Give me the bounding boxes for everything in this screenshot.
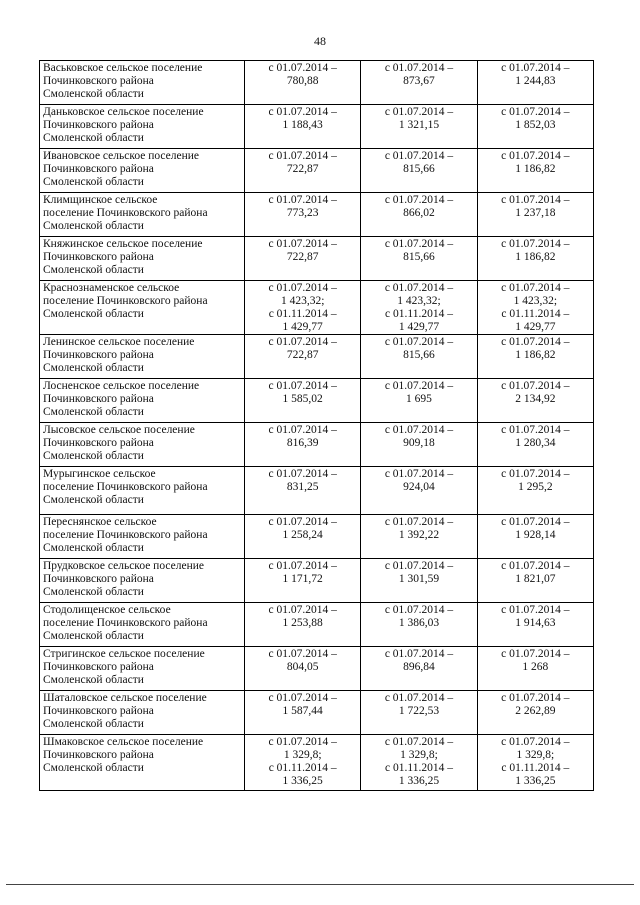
tariff-value-line: 722,87 (286, 163, 319, 175)
settlement-name-cell (40, 559, 245, 603)
tariff-value-line: 816,39 (286, 437, 319, 449)
tariff-cell (361, 515, 477, 559)
tariff-value-line: с 01.07.2014 – (501, 238, 570, 250)
tariff-cell (477, 237, 593, 281)
tariff-cell (477, 515, 593, 559)
settlement-name-cell (40, 691, 245, 735)
tariff-value-line: 1 928,14 (515, 529, 556, 541)
tariff-value-line: с 01.07.2014 – (268, 604, 337, 616)
tariff-value-line: 1 722,53 (398, 705, 440, 717)
table-row (40, 735, 594, 791)
tariff-value-line: 1 336,25 (398, 775, 440, 787)
settlement-name-line: поселение Починковского района (43, 617, 208, 629)
tariff-value-line: с 01.07.2014 – (501, 516, 570, 528)
tariff-cell (477, 647, 593, 691)
tariff-cell (477, 423, 593, 467)
tariff-value-line: 1 329,8; (283, 749, 322, 761)
tariff-cell (361, 193, 477, 237)
tariff-value-line: с 01.07.2014 – (268, 424, 337, 436)
tariff-cell (361, 61, 477, 105)
tariff-value-line: с 01.07.2014 – (268, 380, 337, 392)
tariff-value-line: 1 295,2 (518, 481, 553, 493)
tariff-cell (361, 105, 477, 149)
tariff-cell (245, 281, 361, 335)
tariff-value-line: с 01.11.2014 – (268, 308, 337, 320)
settlement-name-cell (40, 281, 245, 335)
settlement-name-line: Починковского района (43, 75, 154, 87)
settlement-name-cell (40, 735, 245, 791)
settlement-name-line: Починковского района (43, 119, 154, 131)
tariff-value-line: с 01.07.2014 – (384, 604, 454, 616)
tariff-value-line: с 01.07.2014 – (268, 516, 337, 528)
tariff-value-line: 1 280,34 (515, 437, 556, 449)
settlement-name-line: Переснянское сельское (43, 516, 157, 528)
table-row (40, 379, 594, 423)
tariff-cell (477, 379, 593, 423)
settlement-name-cell (40, 149, 245, 193)
settlement-name-cell (40, 335, 245, 379)
tariff-cell (361, 281, 477, 335)
tariff-value-line: с 01.07.2014 – (268, 238, 337, 250)
tariff-value-line: с 01.07.2014 – (268, 468, 337, 480)
tariff-value-line: с 01.07.2014 – (501, 604, 570, 616)
table-row (40, 467, 594, 515)
tariff-value-line: с 01.07.2014 – (384, 648, 454, 660)
tariff-value-line: 1 821,07 (515, 573, 556, 585)
tariff-cell (361, 423, 477, 467)
settlement-name-line: Смоленской области (43, 494, 144, 506)
tariff-value-line: с 01.07.2014 – (501, 692, 570, 704)
tariff-value-line: 815,66 (403, 163, 435, 175)
tariff-value-line: с 01.07.2014 – (501, 468, 570, 480)
tariff-value-line: с 01.07.2014 – (384, 516, 454, 528)
tariff-value-line: 1 429,77 (515, 321, 556, 333)
settlement-name-line: Ивановское сельское поселение (43, 150, 200, 162)
settlement-name-line: Починковского района (43, 749, 154, 761)
settlement-name-line: Починковского района (43, 163, 154, 175)
tariff-value-line: с 01.07.2014 – (268, 692, 337, 704)
tariff-cell (477, 691, 593, 735)
settlement-name-line: Смоленской области (43, 542, 144, 554)
tariff-value-line: 1 423,32; (513, 295, 558, 307)
table-row (40, 105, 594, 149)
tariff-value-line: 722,87 (286, 349, 319, 361)
settlement-name-line: Смоленской области (43, 264, 144, 276)
tariff-value-line: с 01.07.2014 – (501, 106, 570, 118)
tariff-value-line: 1 244,83 (515, 75, 556, 87)
settlement-name-line: поселение Починковского района (43, 295, 208, 307)
tariff-value-line: 815,66 (403, 251, 435, 263)
tariff-value-line: 1 188,43 (282, 119, 323, 131)
table-row (40, 691, 594, 735)
tariff-value-line: с 01.07.2014 – (268, 648, 337, 660)
tariff-cell (477, 149, 593, 193)
tariff-value-line: с 01.07.2014 – (501, 282, 570, 294)
settlement-name-line: поселение Починковского района (43, 207, 208, 219)
settlement-name-line: Княжинское сельское поселение (43, 238, 203, 250)
tariff-value-line: 1 186,82 (515, 251, 556, 263)
tariff-value-line: 1 253,88 (282, 617, 323, 629)
tariff-value-line: 815,66 (403, 349, 435, 361)
tariff-cell (477, 105, 593, 149)
tariff-value-line: с 01.07.2014 – (384, 560, 454, 572)
tariff-value-line: с 01.07.2014 – (384, 238, 454, 250)
tariff-value-line: с 01.07.2014 – (268, 62, 337, 74)
tariff-value-line: 773,23 (286, 207, 319, 219)
settlement-name-cell (40, 105, 245, 149)
tariff-cell (361, 559, 477, 603)
tariff-value-line: с 01.11.2014 – (501, 762, 570, 774)
tariff-cell (361, 149, 477, 193)
tariff-value-line: с 01.07.2014 – (384, 106, 454, 118)
tariff-value-line: с 01.07.2014 – (268, 560, 337, 572)
settlement-name-line: Смоленской области (43, 132, 144, 144)
tariff-value-line: 1 329,8; (400, 749, 438, 761)
tariff-cell (477, 603, 593, 647)
tariff-value-line: с 01.07.2014 – (501, 736, 570, 748)
tariff-cell (245, 691, 361, 735)
tariff-value-line: 1 423,32; (397, 295, 441, 307)
tariff-value-line: с 01.07.2014 – (501, 336, 570, 348)
settlement-name-line: Починковского района (43, 661, 154, 673)
settlement-name-line: Васьковское сельское поселение (43, 62, 203, 74)
tariff-value-line: с 01.07.2014 – (501, 648, 570, 660)
tariff-value-line: с 01.07.2014 – (384, 468, 454, 480)
tariff-value-line: 1 423,32; (280, 295, 325, 307)
tariff-value-line: с 01.07.2014 – (384, 282, 454, 294)
tariff-value-line: 1 336,25 (515, 775, 556, 787)
tariff-value-line: 804,05 (286, 661, 319, 673)
tariff-value-line: с 01.07.2014 – (384, 692, 454, 704)
tariff-value-line: с 01.11.2014 – (385, 762, 453, 774)
tariff-value-line: с 01.07.2014 – (384, 150, 454, 162)
tariff-value-line: 1 258,24 (282, 529, 323, 541)
settlement-name-line: Смоленской области (43, 630, 144, 642)
tariff-value-line: 909,18 (403, 437, 435, 449)
settlement-name-line: Смоленской области (43, 406, 144, 418)
tariff-value-line: 1 585,02 (282, 393, 323, 405)
settlement-name-line: Лысовское сельское поселение (43, 424, 195, 436)
tariff-cell (245, 467, 361, 515)
settlement-name-line: Даньковское сельское поселение (43, 106, 204, 118)
tariff-cell (245, 559, 361, 603)
settlement-name-line: Смоленской области (43, 450, 144, 462)
tariff-value-line: 1 186,82 (515, 349, 556, 361)
table-row (40, 603, 594, 647)
settlement-name-line: Смоленской области (43, 220, 144, 232)
tariff-value-line: 1 392,22 (398, 529, 440, 541)
tariff-value-line: 1 587,44 (282, 705, 323, 717)
settlement-name-line: Мурыгинское сельское (43, 468, 156, 480)
tariff-value-line: 1 914,63 (515, 617, 556, 629)
tariff-value-line: 873,67 (403, 75, 435, 87)
settlement-name-line: Смоленской области (43, 718, 144, 730)
settlement-name-line: Смоленской области (43, 674, 144, 686)
tariff-value-line: 831,25 (286, 481, 319, 493)
tariff-value-line: с 01.07.2014 – (384, 62, 454, 74)
tariff-value-line: с 01.11.2014 – (501, 308, 570, 320)
tariff-table (39, 60, 594, 791)
tariff-value-line: 1 852,03 (515, 119, 556, 131)
tariff-value-line: 1 268 (522, 661, 549, 673)
tariff-value-line: 866,02 (403, 207, 435, 219)
settlement-name-line: Шаталовское сельское поселение (43, 692, 207, 704)
settlement-name-line: Починковского района (43, 573, 154, 585)
tariff-cell (245, 149, 361, 193)
settlement-name-line: Смоленской области (43, 308, 144, 320)
tariff-value-line: с 01.07.2014 – (384, 424, 454, 436)
settlement-name-line: Стодолищенское сельское (43, 604, 171, 616)
settlement-name-line: Прудковское сельское поселение (43, 560, 204, 572)
settlement-name-cell (40, 237, 245, 281)
tariff-value-line: с 01.07.2014 – (268, 736, 337, 748)
tariff-cell (245, 61, 361, 105)
settlement-name-cell (40, 423, 245, 467)
tariff-value-line: 1 321,15 (398, 119, 440, 131)
tariff-value-line: 1 695 (406, 393, 432, 405)
tariff-cell (245, 647, 361, 691)
settlement-name-line: Краснознаменское сельское (43, 282, 180, 294)
tariff-cell (361, 735, 477, 791)
settlement-name-line: Стригинское сельское поселение (43, 648, 205, 660)
tariff-cell (477, 559, 593, 603)
tariff-value-line: с 01.07.2014 – (384, 194, 454, 206)
table-row (40, 193, 594, 237)
tariff-value-line: с 01.07.2014 – (268, 282, 337, 294)
settlement-name-line: Починковского района (43, 251, 154, 263)
tariff-value-line: 2 134,92 (515, 393, 556, 405)
tariff-cell (245, 735, 361, 791)
tariff-value-line: с 01.07.2014 – (501, 424, 570, 436)
footer-divider (6, 884, 634, 885)
settlement-name-cell (40, 379, 245, 423)
tariff-value-line: с 01.07.2014 – (268, 106, 337, 118)
settlement-name-line: Лосненское сельское поселение (43, 380, 200, 392)
tariff-cell (477, 193, 593, 237)
tariff-cell (361, 467, 477, 515)
tariff-value-line: с 01.07.2014 – (501, 380, 570, 392)
tariff-cell (245, 515, 361, 559)
settlement-name-cell (40, 193, 245, 237)
tariff-cell (361, 335, 477, 379)
tariff-cell (245, 335, 361, 379)
settlement-name-line: Починковского района (43, 705, 154, 717)
tariff-value-line: с 01.11.2014 – (268, 762, 337, 774)
tariff-value-line: 722,87 (286, 251, 319, 263)
tariff-value-line: с 01.07.2014 – (501, 150, 570, 162)
tariff-value-line: 1 186,82 (515, 163, 556, 175)
settlement-name-line: Климщинское сельское (43, 194, 158, 206)
settlement-name-cell (40, 515, 245, 559)
table-row (40, 515, 594, 559)
table-row (40, 149, 594, 193)
tariff-cell (361, 603, 477, 647)
settlement-name-line: поселение Починковского района (43, 481, 208, 493)
tariff-value-line: с 01.11.2014 – (385, 308, 453, 320)
tariff-value-line: 1 336,25 (282, 775, 323, 787)
tariff-value-line: 780,88 (286, 75, 319, 87)
tariff-value-line: с 01.07.2014 – (268, 150, 337, 162)
settlement-name-line: Смоленской области (43, 88, 144, 100)
tariff-value-line: 1 237,18 (515, 207, 556, 219)
tariff-value-line: с 01.07.2014 – (501, 194, 570, 206)
tariff-cell (477, 467, 593, 515)
tariff-value-line: 896,84 (403, 661, 435, 673)
settlement-name-line: Ленинское сельское поселение (43, 336, 195, 348)
tariff-cell (245, 423, 361, 467)
settlement-name-cell (40, 647, 245, 691)
tariff-cell (477, 281, 593, 335)
tariff-table-body (40, 61, 594, 791)
table-row (40, 237, 594, 281)
tariff-cell (361, 237, 477, 281)
tariff-cell (361, 647, 477, 691)
tariff-cell (245, 105, 361, 149)
settlement-name-line: Смоленской области (43, 762, 144, 774)
table-row (40, 281, 594, 335)
settlement-name-line: Починковского района (43, 437, 154, 449)
tariff-cell (477, 335, 593, 379)
tariff-cell (245, 379, 361, 423)
tariff-cell (361, 379, 477, 423)
tariff-cell (245, 237, 361, 281)
settlement-name-line: Шмаковское сельское поселение (43, 736, 204, 748)
settlement-name-line: Смоленской области (43, 586, 144, 598)
tariff-value-line: с 01.07.2014 – (384, 380, 454, 392)
tariff-cell (245, 193, 361, 237)
tariff-value-line: с 01.07.2014 – (501, 62, 570, 74)
page-number: 48 (314, 34, 326, 48)
tariff-value-line: с 01.07.2014 – (384, 736, 454, 748)
tariff-value-line: с 01.07.2014 – (268, 194, 337, 206)
tariff-value-line: 1 171,72 (282, 573, 323, 585)
tariff-value-line: 1 386,03 (398, 617, 440, 629)
tariff-value-line: 1 301,59 (398, 573, 440, 585)
settlement-name-line: Починковского района (43, 393, 154, 405)
settlement-name-line: Смоленской области (43, 362, 144, 374)
settlement-name-cell (40, 467, 245, 515)
tariff-value-line: 2 262,89 (515, 705, 556, 717)
tariff-value-line: 1 429,77 (398, 321, 440, 333)
tariff-value-line: 1 329,8; (516, 749, 555, 761)
tariff-cell (361, 691, 477, 735)
tariff-value-line: с 01.07.2014 – (268, 336, 337, 348)
tariff-cell (245, 603, 361, 647)
table-row (40, 647, 594, 691)
table-row (40, 61, 594, 105)
settlement-name-line: Починковского района (43, 349, 154, 361)
tariff-cell (477, 61, 593, 105)
tariff-value-line: с 01.07.2014 – (501, 560, 570, 572)
settlement-name-line: поселение Починковского района (43, 529, 208, 541)
tariff-cell (477, 735, 593, 791)
table-row (40, 335, 594, 379)
settlement-name-line: Смоленской области (43, 176, 144, 188)
settlement-name-cell (40, 61, 245, 105)
tariff-value-line: с 01.07.2014 – (384, 336, 454, 348)
tariff-value-line: 1 429,77 (282, 321, 323, 333)
table-row (40, 423, 594, 467)
table-row (40, 559, 594, 603)
tariff-value-line: 924,04 (403, 481, 435, 493)
settlement-name-cell (40, 603, 245, 647)
